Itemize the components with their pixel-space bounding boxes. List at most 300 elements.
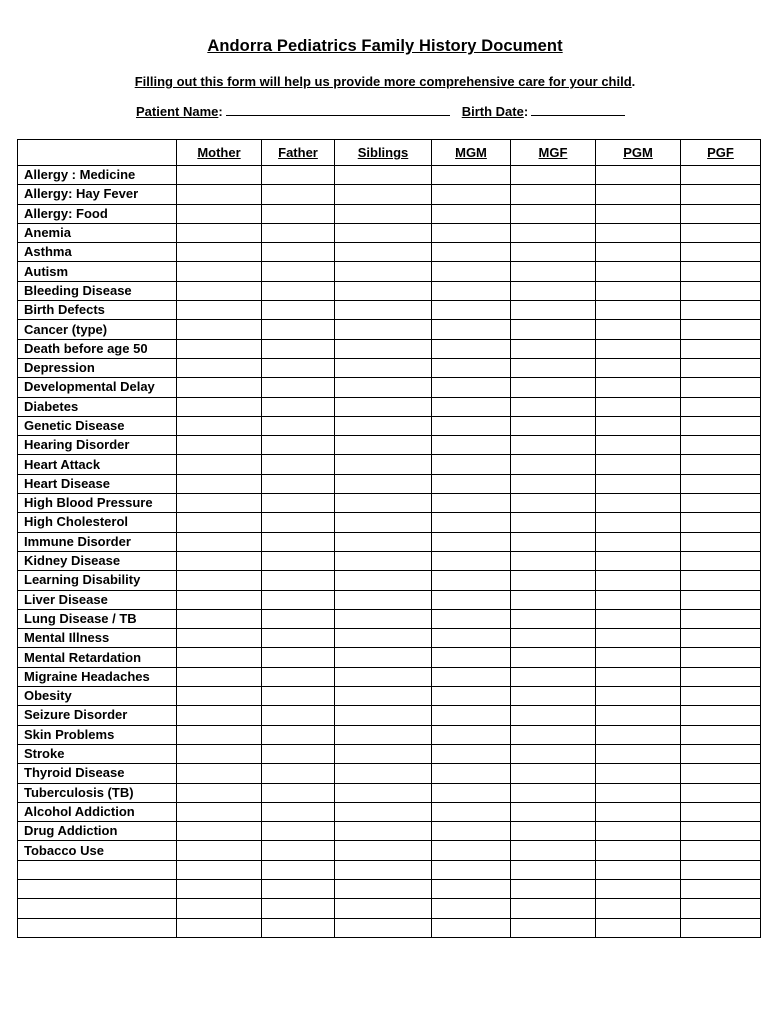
cell-pgf[interactable] — [681, 243, 761, 262]
cell-mother[interactable] — [177, 725, 262, 744]
cell-pgm[interactable] — [596, 609, 681, 628]
cell-mgm[interactable] — [432, 166, 511, 185]
cell-pgf[interactable] — [681, 474, 761, 493]
cell-father[interactable] — [262, 879, 335, 898]
cell-pgf[interactable] — [681, 455, 761, 474]
table-row — [18, 860, 761, 879]
cell-pgf[interactable] — [681, 648, 761, 667]
cell-pgf[interactable] — [681, 378, 761, 397]
cell-mgf[interactable] — [511, 706, 596, 725]
cell-mgf[interactable] — [511, 860, 596, 879]
cell-siblings[interactable] — [335, 223, 432, 242]
cell-siblings[interactable] — [335, 494, 432, 513]
cell-siblings[interactable] — [335, 262, 432, 281]
cell-mgm[interactable] — [432, 609, 511, 628]
cell-mother[interactable] — [177, 860, 262, 879]
cell-father[interactable] — [262, 301, 335, 320]
cell-siblings[interactable] — [335, 455, 432, 474]
condition-label: Birth Defects — [18, 301, 177, 320]
cell-mgm[interactable] — [432, 841, 511, 860]
cell-siblings[interactable] — [335, 320, 432, 339]
cell-siblings[interactable] — [335, 339, 432, 358]
condition-label: Migraine Headaches — [18, 667, 177, 686]
cell-mgf[interactable] — [511, 783, 596, 802]
cell-pgf[interactable] — [681, 301, 761, 320]
cell-mgm[interactable] — [432, 744, 511, 763]
condition-label: Bleeding Disease — [18, 281, 177, 300]
cell-siblings[interactable] — [335, 513, 432, 532]
cell-mgm[interactable] — [432, 571, 511, 590]
cell-mother[interactable] — [177, 223, 262, 242]
cell-mgm[interactable] — [432, 416, 511, 435]
cell-mother[interactable] — [177, 397, 262, 416]
cell-mgm[interactable] — [432, 899, 511, 918]
cell-mgf[interactable] — [511, 455, 596, 474]
cell-pgm[interactable] — [596, 494, 681, 513]
cell-pgm[interactable] — [596, 590, 681, 609]
cell-mgf[interactable] — [511, 571, 596, 590]
condition-label: Allergy: Hay Fever — [18, 185, 177, 204]
cell-father[interactable] — [262, 358, 335, 377]
cell-siblings[interactable] — [335, 243, 432, 262]
cell-mgf[interactable] — [511, 243, 596, 262]
cell-mgm[interactable] — [432, 590, 511, 609]
patient-name-field[interactable] — [226, 104, 450, 116]
cell-father[interactable] — [262, 436, 335, 455]
condition-label: Mental Retardation — [18, 648, 177, 667]
cell-pgm[interactable] — [596, 532, 681, 551]
cell-pgf[interactable] — [681, 667, 761, 686]
cell-mother[interactable] — [177, 243, 262, 262]
cell-father[interactable] — [262, 532, 335, 551]
cell-mother[interactable] — [177, 513, 262, 532]
cell-mgf[interactable] — [511, 725, 596, 744]
cell-mgm[interactable] — [432, 474, 511, 493]
cell-mother[interactable] — [177, 262, 262, 281]
cell-mgm[interactable] — [432, 243, 511, 262]
cell-pgf[interactable] — [681, 513, 761, 532]
cell-father[interactable] — [262, 416, 335, 435]
cell-mgm[interactable] — [432, 879, 511, 898]
table-row — [18, 436, 761, 455]
cell-mgf[interactable] — [511, 841, 596, 860]
cell-siblings[interactable] — [335, 416, 432, 435]
cell-pgm[interactable] — [596, 436, 681, 455]
cell-father[interactable] — [262, 551, 335, 570]
cell-mgf[interactable] — [511, 494, 596, 513]
cell-mgf[interactable] — [511, 301, 596, 320]
cell-pgf[interactable] — [681, 166, 761, 185]
cell-pgm[interactable] — [596, 339, 681, 358]
cell-mgf[interactable] — [511, 436, 596, 455]
cell-mgf[interactable] — [511, 262, 596, 281]
cell-pgf[interactable] — [681, 706, 761, 725]
cell-siblings[interactable] — [335, 899, 432, 918]
cell-pgf[interactable] — [681, 397, 761, 416]
cell-siblings[interactable] — [335, 532, 432, 551]
cell-siblings[interactable] — [335, 918, 432, 937]
cell-pgm[interactable] — [596, 571, 681, 590]
table-row — [18, 609, 761, 628]
cell-father[interactable] — [262, 320, 335, 339]
cell-father[interactable] — [262, 185, 335, 204]
cell-siblings[interactable] — [335, 706, 432, 725]
cell-mgm[interactable] — [432, 918, 511, 937]
cell-mgm[interactable] — [432, 455, 511, 474]
cell-mgf[interactable] — [511, 899, 596, 918]
cell-mgf[interactable] — [511, 609, 596, 628]
cell-pgm[interactable] — [596, 783, 681, 802]
cell-mother[interactable] — [177, 783, 262, 802]
cell-father[interactable] — [262, 783, 335, 802]
cell-siblings[interactable] — [335, 764, 432, 783]
cell-mgf[interactable] — [511, 822, 596, 841]
cell-mother[interactable] — [177, 609, 262, 628]
cell-pgm[interactable] — [596, 744, 681, 763]
cell-mgf[interactable] — [511, 648, 596, 667]
cell-mother[interactable] — [177, 320, 262, 339]
cell-mgm[interactable] — [432, 648, 511, 667]
table-body — [18, 166, 761, 938]
cell-mother[interactable] — [177, 899, 262, 918]
cell-mother[interactable] — [177, 494, 262, 513]
cell-pgm[interactable] — [596, 397, 681, 416]
cell-father[interactable] — [262, 860, 335, 879]
cell-pgm[interactable] — [596, 358, 681, 377]
cell-pgf[interactable] — [681, 262, 761, 281]
cell-siblings[interactable] — [335, 185, 432, 204]
cell-mgf[interactable] — [511, 764, 596, 783]
cell-mother[interactable] — [177, 436, 262, 455]
cell-siblings[interactable] — [335, 281, 432, 300]
cell-mgm[interactable] — [432, 860, 511, 879]
birth-date-field[interactable] — [531, 104, 625, 116]
cell-mother[interactable] — [177, 281, 262, 300]
cell-mother[interactable] — [177, 339, 262, 358]
cell-pgm[interactable] — [596, 455, 681, 474]
cell-pgf[interactable] — [681, 764, 761, 783]
cell-mgm[interactable] — [432, 783, 511, 802]
cell-pgm[interactable] — [596, 879, 681, 898]
cell-siblings[interactable] — [335, 474, 432, 493]
cell-mgm[interactable] — [432, 185, 511, 204]
cell-pgm[interactable] — [596, 899, 681, 918]
cell-pgf[interactable] — [681, 899, 761, 918]
cell-pgm[interactable] — [596, 918, 681, 937]
cell-mother[interactable] — [177, 185, 262, 204]
cell-pgm[interactable] — [596, 667, 681, 686]
condition-label: Death before age 50 — [18, 339, 177, 358]
cell-pgm[interactable] — [596, 822, 681, 841]
cell-father[interactable] — [262, 725, 335, 744]
cell-mgf[interactable] — [511, 416, 596, 435]
cell-mgf[interactable] — [511, 378, 596, 397]
cell-father[interactable] — [262, 262, 335, 281]
cell-pgm[interactable] — [596, 185, 681, 204]
cell-mgf[interactable] — [511, 223, 596, 242]
cell-mother[interactable] — [177, 358, 262, 377]
cell-pgf[interactable] — [681, 339, 761, 358]
cell-pgm[interactable] — [596, 802, 681, 821]
cell-father[interactable] — [262, 204, 335, 223]
cell-pgf[interactable] — [681, 204, 761, 223]
cell-pgf[interactable] — [681, 918, 761, 937]
cell-mother[interactable] — [177, 378, 262, 397]
cell-mgm[interactable] — [432, 262, 511, 281]
cell-mgf[interactable] — [511, 474, 596, 493]
cell-mother[interactable] — [177, 571, 262, 590]
cell-father[interactable] — [262, 667, 335, 686]
cell-siblings[interactable] — [335, 397, 432, 416]
cell-mgf[interactable] — [511, 513, 596, 532]
cell-mgm[interactable] — [432, 764, 511, 783]
cell-mgf[interactable] — [511, 590, 596, 609]
cell-pgf[interactable] — [681, 416, 761, 435]
cell-mother[interactable] — [177, 648, 262, 667]
cell-father[interactable] — [262, 339, 335, 358]
cell-mgm[interactable] — [432, 551, 511, 570]
cell-mgf[interactable] — [511, 358, 596, 377]
cell-mother[interactable] — [177, 667, 262, 686]
cell-father[interactable] — [262, 648, 335, 667]
cell-siblings[interactable] — [335, 783, 432, 802]
cell-mgf[interactable] — [511, 551, 596, 570]
cell-pgm[interactable] — [596, 648, 681, 667]
cell-mgm[interactable] — [432, 281, 511, 300]
condition-label: High Blood Pressure — [18, 494, 177, 513]
cell-pgm[interactable] — [596, 320, 681, 339]
cell-pgm[interactable] — [596, 243, 681, 262]
cell-mgm[interactable] — [432, 223, 511, 242]
cell-siblings[interactable] — [335, 860, 432, 879]
cell-pgf[interactable] — [681, 320, 761, 339]
cell-mgm[interactable] — [432, 339, 511, 358]
cell-father[interactable] — [262, 474, 335, 493]
cell-mgm[interactable] — [432, 397, 511, 416]
cell-mother[interactable] — [177, 706, 262, 725]
cell-pgm[interactable] — [596, 474, 681, 493]
cell-father[interactable] — [262, 513, 335, 532]
cell-father[interactable] — [262, 687, 335, 706]
cell-father[interactable] — [262, 494, 335, 513]
cell-pgf[interactable] — [681, 629, 761, 648]
cell-pgf[interactable] — [681, 802, 761, 821]
cell-pgf[interactable] — [681, 185, 761, 204]
cell-mother[interactable] — [177, 590, 262, 609]
table-row — [18, 378, 761, 397]
cell-mother[interactable] — [177, 764, 262, 783]
cell-pgm[interactable] — [596, 281, 681, 300]
cell-pgm[interactable] — [596, 551, 681, 570]
cell-pgf[interactable] — [681, 822, 761, 841]
cell-pgf[interactable] — [681, 725, 761, 744]
cell-mgf[interactable] — [511, 339, 596, 358]
cell-siblings[interactable] — [335, 301, 432, 320]
cell-mother[interactable] — [177, 416, 262, 435]
cell-pgf[interactable] — [681, 281, 761, 300]
cell-mother[interactable] — [177, 802, 262, 821]
cell-pgf[interactable] — [681, 551, 761, 570]
cell-father[interactable] — [262, 166, 335, 185]
cell-pgm[interactable] — [596, 301, 681, 320]
cell-pgm[interactable] — [596, 513, 681, 532]
cell-siblings[interactable] — [335, 879, 432, 898]
cell-pgm[interactable] — [596, 223, 681, 242]
cell-pgf[interactable] — [681, 436, 761, 455]
cell-pgm[interactable] — [596, 629, 681, 648]
cell-mother[interactable] — [177, 744, 262, 763]
cell-siblings[interactable] — [335, 609, 432, 628]
cell-pgm[interactable] — [596, 860, 681, 879]
cell-father[interactable] — [262, 918, 335, 937]
cell-mgf[interactable] — [511, 667, 596, 686]
cell-siblings[interactable] — [335, 841, 432, 860]
cell-mgf[interactable] — [511, 320, 596, 339]
cell-pgf[interactable] — [681, 783, 761, 802]
cell-mgf[interactable] — [511, 918, 596, 937]
cell-mother[interactable] — [177, 204, 262, 223]
cell-pgf[interactable] — [681, 860, 761, 879]
cell-siblings[interactable] — [335, 166, 432, 185]
cell-pgm[interactable] — [596, 706, 681, 725]
cell-father[interactable] — [262, 281, 335, 300]
birth-date-label: Birth Date — [461, 104, 524, 119]
cell-mgm[interactable] — [432, 822, 511, 841]
cell-pgf[interactable] — [681, 879, 761, 898]
cell-mgm[interactable] — [432, 667, 511, 686]
cell-mgf[interactable] — [511, 185, 596, 204]
cell-mgm[interactable] — [432, 494, 511, 513]
cell-pgf[interactable] — [681, 494, 761, 513]
cell-siblings[interactable] — [335, 358, 432, 377]
cell-siblings[interactable] — [335, 571, 432, 590]
cell-father[interactable] — [262, 764, 335, 783]
cell-mother[interactable] — [177, 879, 262, 898]
cell-mgf[interactable] — [511, 166, 596, 185]
cell-mother[interactable] — [177, 822, 262, 841]
cell-mgf[interactable] — [511, 802, 596, 821]
condition-label: Drug Addiction — [18, 822, 177, 841]
cell-pgm[interactable] — [596, 204, 681, 223]
cell-mgm[interactable] — [432, 320, 511, 339]
cell-mgm[interactable] — [432, 436, 511, 455]
cell-siblings[interactable] — [335, 648, 432, 667]
cell-mgm[interactable] — [432, 301, 511, 320]
cell-siblings[interactable] — [335, 687, 432, 706]
cell-father[interactable] — [262, 744, 335, 763]
cell-mother[interactable] — [177, 841, 262, 860]
cell-mgm[interactable] — [432, 687, 511, 706]
cell-mother[interactable] — [177, 532, 262, 551]
cell-siblings[interactable] — [335, 667, 432, 686]
cell-mgm[interactable] — [432, 532, 511, 551]
cell-pgf[interactable] — [681, 571, 761, 590]
cell-pgm[interactable] — [596, 764, 681, 783]
cell-siblings[interactable] — [335, 378, 432, 397]
condition-label — [18, 879, 177, 898]
cell-mgf[interactable] — [511, 629, 596, 648]
cell-mgf[interactable] — [511, 744, 596, 763]
cell-father[interactable] — [262, 899, 335, 918]
cell-mgf[interactable] — [511, 397, 596, 416]
cell-mother[interactable] — [177, 687, 262, 706]
cell-pgm[interactable] — [596, 262, 681, 281]
cell-mgf[interactable] — [511, 687, 596, 706]
cell-mgm[interactable] — [432, 725, 511, 744]
cell-mgm[interactable] — [432, 629, 511, 648]
cell-mgf[interactable] — [511, 879, 596, 898]
table-row — [18, 571, 761, 590]
cell-mgf[interactable] — [511, 532, 596, 551]
cell-pgf[interactable] — [681, 841, 761, 860]
cell-father[interactable] — [262, 590, 335, 609]
cell-pgf[interactable] — [681, 532, 761, 551]
cell-pgm[interactable] — [596, 166, 681, 185]
cell-siblings[interactable] — [335, 629, 432, 648]
cell-mother[interactable] — [177, 918, 262, 937]
cell-siblings[interactable] — [335, 551, 432, 570]
cell-pgf[interactable] — [681, 687, 761, 706]
cell-siblings[interactable] — [335, 744, 432, 763]
cell-father[interactable] — [262, 243, 335, 262]
cell-father[interactable] — [262, 706, 335, 725]
cell-pgf[interactable] — [681, 744, 761, 763]
cell-mother[interactable] — [177, 474, 262, 493]
cell-mgm[interactable] — [432, 378, 511, 397]
cell-pgm[interactable] — [596, 841, 681, 860]
cell-mgm[interactable] — [432, 204, 511, 223]
cell-father[interactable] — [262, 378, 335, 397]
condition-label: Genetic Disease — [18, 416, 177, 435]
cell-mother[interactable] — [177, 301, 262, 320]
cell-pgf[interactable] — [681, 223, 761, 242]
cell-mother[interactable] — [177, 551, 262, 570]
cell-mgm[interactable] — [432, 358, 511, 377]
condition-label: Obesity — [18, 687, 177, 706]
cell-mgf[interactable] — [511, 204, 596, 223]
cell-pgm[interactable] — [596, 687, 681, 706]
cell-siblings[interactable] — [335, 802, 432, 821]
cell-mgf[interactable] — [511, 281, 596, 300]
cell-pgm[interactable] — [596, 725, 681, 744]
cell-mother[interactable] — [177, 166, 262, 185]
cell-mgm[interactable] — [432, 513, 511, 532]
cell-mother[interactable] — [177, 455, 262, 474]
cell-father[interactable] — [262, 571, 335, 590]
cell-mgm[interactable] — [432, 802, 511, 821]
cell-siblings[interactable] — [335, 725, 432, 744]
cell-siblings[interactable] — [335, 204, 432, 223]
cell-siblings[interactable] — [335, 822, 432, 841]
cell-father[interactable] — [262, 397, 335, 416]
cell-father[interactable] — [262, 455, 335, 474]
cell-pgm[interactable] — [596, 416, 681, 435]
cell-pgf[interactable] — [681, 609, 761, 628]
cell-mother[interactable] — [177, 629, 262, 648]
cell-pgf[interactable] — [681, 590, 761, 609]
cell-pgm[interactable] — [596, 378, 681, 397]
cell-father[interactable] — [262, 629, 335, 648]
cell-father[interactable] — [262, 223, 335, 242]
cell-father[interactable] — [262, 822, 335, 841]
cell-father[interactable] — [262, 841, 335, 860]
cell-pgf[interactable] — [681, 358, 761, 377]
cell-siblings[interactable] — [335, 436, 432, 455]
cell-father[interactable] — [262, 609, 335, 628]
cell-siblings[interactable] — [335, 590, 432, 609]
cell-mgm[interactable] — [432, 706, 511, 725]
cell-father[interactable] — [262, 802, 335, 821]
